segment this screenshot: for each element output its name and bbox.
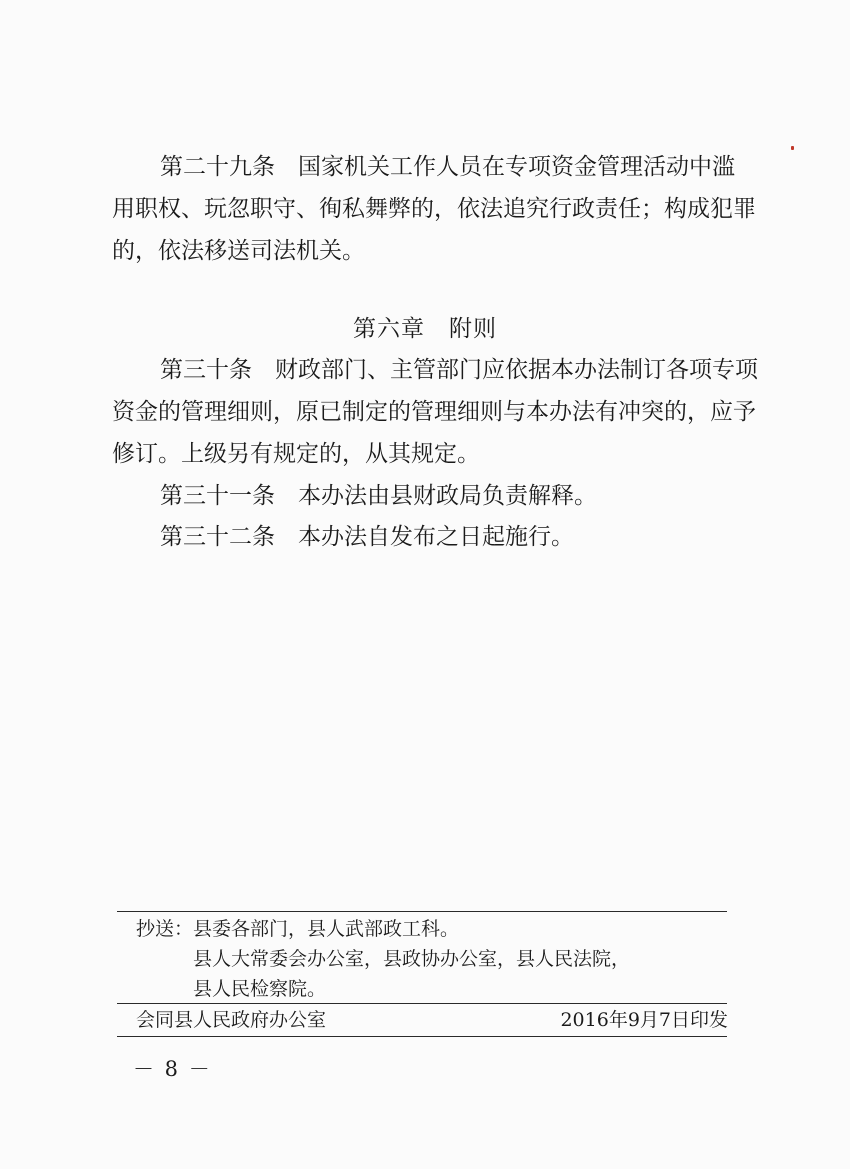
cc-block bbox=[136, 914, 736, 1004]
red-mark bbox=[791, 146, 794, 150]
cc-recipients-3: 县人民检察院。 bbox=[193, 978, 327, 1000]
cc-row-1 bbox=[136, 914, 736, 944]
cc-recipients-1: 县委各部门，县人武部政工科。 bbox=[193, 918, 460, 940]
issuer-bottom-rule bbox=[117, 1036, 727, 1037]
article-32 bbox=[112, 516, 732, 558]
article-31-line-1: 第三十一条 本办法由县财政局负责解释。 bbox=[160, 483, 597, 509]
article-32-line-1: 第三十二条 本办法自发布之日起施行。 bbox=[160, 524, 574, 550]
issue-date: 2016年9月7日印发 bbox=[560, 1009, 728, 1031]
article-30 bbox=[112, 349, 758, 475]
article-30-line-3: 修订。上级另有规定的，从其规定。 bbox=[112, 441, 480, 467]
issuer-top-rule bbox=[117, 1003, 727, 1004]
article-31 bbox=[112, 475, 732, 517]
article-29-line-2: 用职权、玩忽职守、徇私舞弊的，依法追究行政责任；构成犯罪 bbox=[112, 196, 756, 222]
chapter-heading: 第六章 附则 bbox=[353, 316, 497, 342]
article-29-line-1: 第二十九条 国家机关工作人员在专项资金管理活动中滥 bbox=[160, 154, 735, 180]
page-number: － 8 － bbox=[133, 1057, 212, 1081]
issuer-office: 会同县人民政府办公室 bbox=[136, 1009, 327, 1031]
cc-recipients-2: 县人大常委会办公室，县政协办公室，县人民法院， bbox=[193, 948, 631, 970]
cc-label: 抄送： bbox=[136, 918, 194, 940]
cc-top-rule bbox=[117, 911, 727, 912]
article-29-line-3: 的，依法移送司法机关。 bbox=[112, 238, 365, 264]
article-29 bbox=[112, 146, 756, 272]
article-30-line-1: 第三十条 财政部门、主管部门应依据本办法制订各项专项 bbox=[160, 357, 758, 383]
article-30-line-2: 资金的管理细则，原已制定的管理细则与本办法有冲突的，应予 bbox=[112, 399, 756, 425]
